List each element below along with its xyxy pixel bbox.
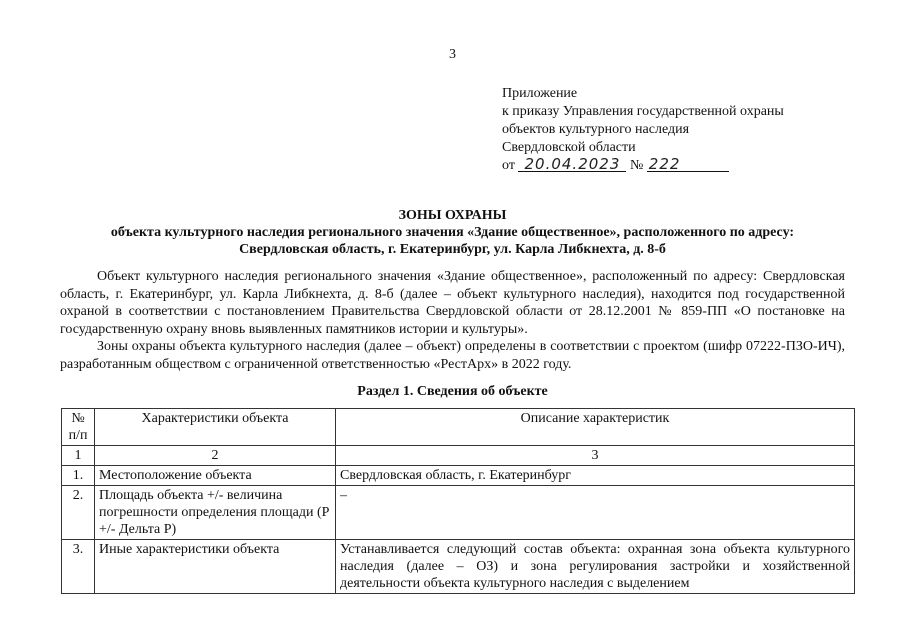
column-number-1: 1 [62,446,95,466]
handwritten-date: 20.04.2023 [518,157,626,172]
row-number: 3. [62,540,95,594]
row-number: 2. [62,486,95,540]
number-prefix: № [629,158,644,173]
title-line-3: Свердловская область, г. Екатеринбург, ул. Карла Либкнехта, д. 8-б [239,242,666,257]
table-header-row [62,409,855,446]
appendix-line-1: Приложение [502,86,578,101]
date-prefix: от [502,158,515,173]
table-row [62,486,855,540]
row-description: Устанавливается следующий состав объекта: охранная зона объекта культурного наследия (далее – ОЗ) и зона регулирования застройки и хозяйственной деятельности объекта культурного наследия с выделением [336,540,855,594]
row-characteristic: Площадь объекта +/- величина погрешности определения площади (Р +/- Дельта Р) [95,486,336,540]
title-line-1: ЗОНЫ ОХРАНЫ [398,208,507,223]
section-heading: Раздел 1. Сведения об объекте [357,384,548,399]
table-row [62,540,855,594]
paragraph-2: Зоны охраны объекта культурного наследия (далее – объект) определены в соответствии с проектом (шифр 07222-ПЗО-ИЧ), разработанным обществом с ограниченной ответственностью «РестАрх» в 2022 году. [60,339,845,372]
appendix-line-2: к приказу Управления государственной охраны [502,104,784,119]
header-characteristic: Характеристики объекта [95,409,336,446]
paragraph-1: Объект культурного наследия регионального значения «Здание общественное», расположенный по адресу: Свердловская область, г. Екатеринбург, ул. Карла Либкнехта, д. 8-б (далее – объект культурного наследия), находится под государственной охраной в соответствии с постановлением Правительства Свердловской области от 28.12.2001 № 859-ПП «О постановке на государственную охрану вновь выявленных памятников истории и культуры». [60,269,845,337]
object-info-table [61,408,855,594]
appendix-line-4: Свердловской области [502,140,636,155]
row-description: Свердловская область, г. Екатеринбург [336,466,855,486]
header-number: № п/п [62,409,95,446]
document-title [60,207,845,258]
body-text [60,268,845,374]
handwritten-number: 222 [647,157,729,172]
column-number-2: 2 [95,446,336,466]
order-date-number-line [502,157,784,175]
row-description: – [336,486,855,540]
title-line-2: объекта культурного наследия регионального значения «Здание общественное», расположенного по адресу: [110,225,795,240]
row-number: 1. [62,466,95,486]
table-column-number-row [62,446,855,466]
table-row [62,466,855,486]
appendix-block [502,85,784,175]
column-number-3: 3 [336,446,855,466]
header-description: Описание характеристик [336,409,855,446]
page-number: 3 [449,47,456,62]
appendix-line-3: объектов культурного наследия [502,122,690,137]
row-characteristic: Местоположение объекта [95,466,336,486]
row-characteristic: Иные характеристики объекта [95,540,336,594]
